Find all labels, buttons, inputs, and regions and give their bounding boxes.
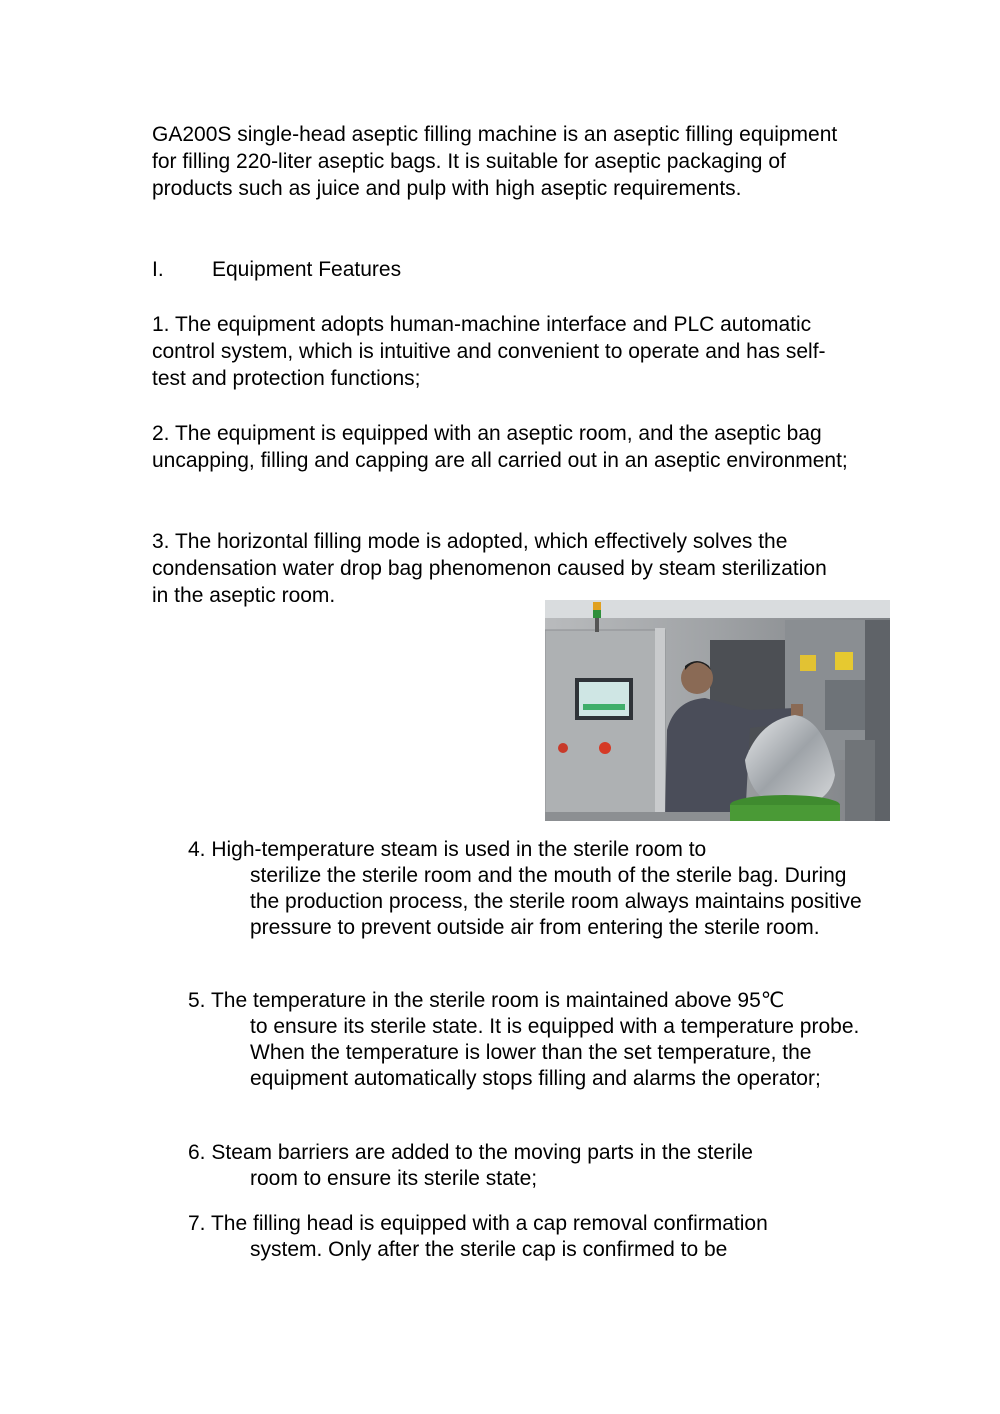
feature-item-4-continuation: sterilize the sterile room and the mouth of the sterile bag. During the production process, the sterile room always maintains positive pressure to prevent outside air from entering the sterile room. xyxy=(250,864,862,939)
feature-paragraph-2: 2. The equipment is equipped with an aseptic room, and the aseptic bag uncapping, filling and capping are all carried out in an aseptic environment; xyxy=(152,422,848,472)
feature-item-6 xyxy=(188,1140,878,1192)
section-heading xyxy=(152,256,852,283)
feature-item-5-first-line: 5. The temperature in the sterile room is maintained above 95℃ xyxy=(188,989,785,1012)
feature-paragraph-3: 3. The horizontal filling mode is adopted, which effectively solves the condensation water drop bag phenomenon caused by steam sterilization in the aseptic room. xyxy=(152,530,827,607)
intro-paragraph: GA200S single-head aseptic filling machine is an aseptic filling equipment for filling 220-liter aseptic bags. It is suitable for aseptic packaging of products such as juice and pulp with high aseptic requirements. xyxy=(152,123,838,200)
feature-item-6-continuation: room to ensure its sterile state; xyxy=(250,1167,538,1190)
feature-item-7 xyxy=(188,1211,878,1263)
feature-item-5 xyxy=(188,988,878,1092)
feature-item-7-continuation: system. Only after the sterile cap is confirmed to be xyxy=(250,1238,728,1261)
feature-item-6-first-line: 6. Steam barriers are added to the moving parts in the sterile xyxy=(188,1141,753,1164)
feature-paragraph-1: 1. The equipment adopts human-machine interface and PLC automatic control system, which is intuitive and convenient to operate and has self-test and protection functions; xyxy=(152,313,826,390)
machine-photo xyxy=(545,600,890,821)
section-title: Equipment Features xyxy=(212,258,402,281)
feature-item-5-continuation: to ensure its sterile state. It is equipped with a temperature probe. When the temperature is lower than the set temperature, the equipment automatically stops filling and alarms the operator; xyxy=(250,1015,860,1090)
feature-item-4-first-line: 4. High-temperature steam is used in the sterile room to xyxy=(188,838,707,861)
feature-item-4 xyxy=(188,837,878,941)
section-number: I. xyxy=(152,258,164,281)
feature-item-7-first-line: 7. The filling head is equipped with a cap removal confirmation xyxy=(188,1212,768,1235)
